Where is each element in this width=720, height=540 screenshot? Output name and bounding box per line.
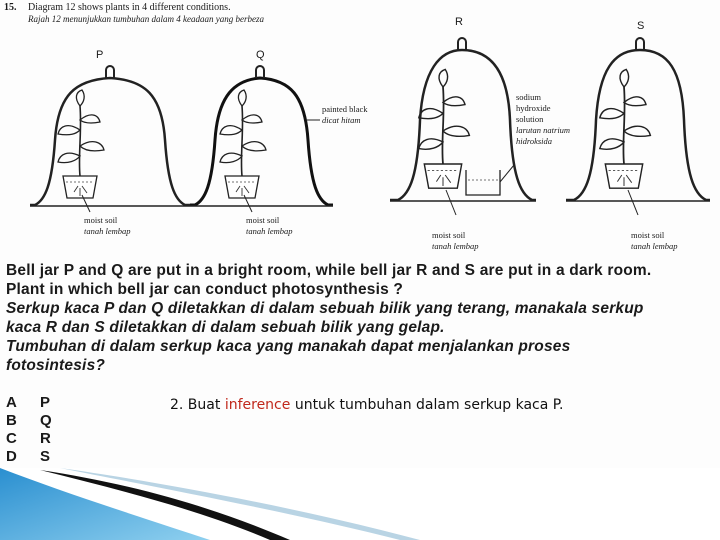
sodium-hydroxide-caption: sodium hydroxide solution larutan natrium hidroksida — [516, 92, 571, 146]
moist-soil-caption-s: moist soil tanah lembap — [631, 230, 678, 251]
question-en-line-2: Plant in which bell jar can conduct photosynthesis ? — [6, 281, 404, 298]
question-ms-line-1: Serkup kaca P dan Q diletakkan di dalam sebuah bilik yang terang, manakala serkup — [6, 300, 644, 317]
question-ms-line-3: Tumbuhan di dalam serkup kaca yang manakah dapat menjalankan proses — [6, 338, 571, 355]
decorative-swoosh — [0, 460, 720, 540]
inference-highlight: inference — [224, 397, 291, 413]
jar-label-q: Q — [256, 49, 265, 61]
jar-label-s: S — [637, 20, 645, 32]
moist-soil-caption-q: moist soil tanah lembap — [246, 215, 293, 236]
instruction-text: 2. Buat inference untuk tumbuhan dalam serkup kaca P. — [170, 397, 564, 413]
painted-black-caption: painted black dicat hitam — [322, 104, 368, 125]
moist-soil-caption-p: moist soil tanah lembap — [84, 215, 131, 236]
question-ms-line-4: fotosintesis? — [6, 357, 106, 374]
jar-label-r: R — [455, 16, 463, 28]
jar-q-drawing — [190, 66, 333, 212]
jar-label-p: P — [96, 49, 104, 61]
question-header-ms: Rajah 12 menunjukkan tumbuhan dalam 4 keadaan yang berbeza — [28, 14, 264, 24]
option-a: A P — [6, 394, 51, 411]
jar-p-drawing — [30, 66, 190, 212]
question-ms-line-2: kaca R dan S diletakkan di dalam sebuah bilik yang gelap. — [6, 319, 445, 336]
question-number: 15. — [4, 2, 17, 13]
question-header-en: Diagram 12 shows plants in 4 different conditions. — [28, 2, 231, 13]
question-en-line-1: Bell jar P and Q are put in a bright room, while bell jar R and S are put in a dark room. — [6, 262, 652, 279]
jar-s-drawing — [566, 38, 710, 215]
jar-r-drawing — [390, 38, 536, 215]
option-d: D S — [6, 448, 51, 465]
option-c: C R — [6, 430, 51, 447]
option-b: B Q — [6, 412, 52, 429]
moist-soil-caption-r: moist soil tanah lembap — [432, 230, 479, 251]
